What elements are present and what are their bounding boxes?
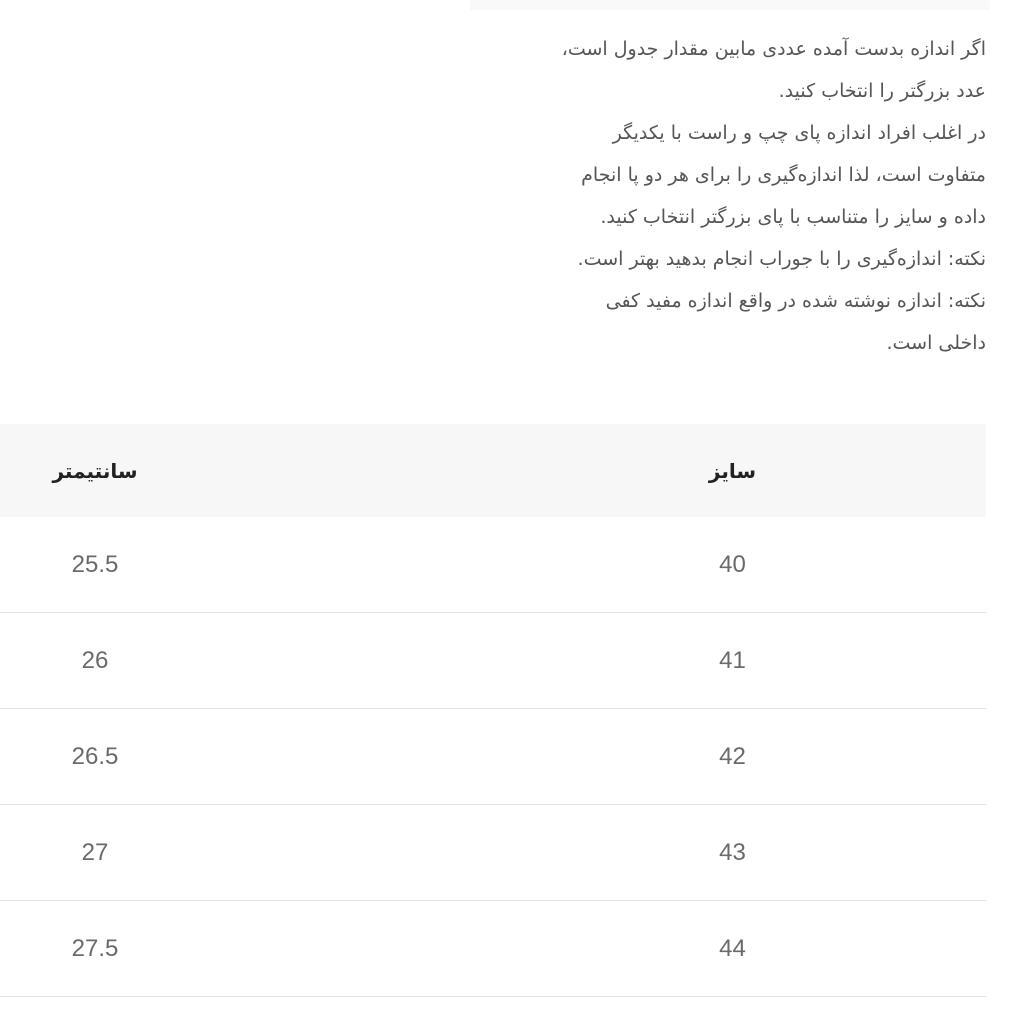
table-row: [0, 517, 986, 613]
cm-cell: 26.5: [0, 709, 493, 805]
cm-cell: 25.5: [0, 517, 493, 613]
table-row: [0, 901, 986, 997]
cm-cell: 26: [0, 613, 493, 709]
size-cell: 42: [493, 709, 986, 805]
size-cell: 43: [493, 805, 986, 901]
size-guide-notes: [386, 28, 986, 364]
table-row: [0, 709, 986, 805]
cm-cell: 27.5: [0, 901, 493, 997]
cm-cell: 27: [0, 805, 493, 901]
note-line: اگر اندازه بدست آمده عددی مابین مقدار جدول است،: [561, 38, 986, 60]
note-line: داخلی است.: [886, 332, 986, 354]
note-line: نکته: اندازه نوشته شده در واقع اندازه مفید کفی: [605, 290, 986, 312]
table-row: [0, 613, 986, 709]
note-line: داده و سایز را متناسب با پای بزرگتر انتخاب کنید.: [600, 206, 986, 228]
size-cell: 44: [493, 901, 986, 997]
note-line: متفاوت است، لذا اندازه‌گیری را برای هر دو پا انجام: [581, 164, 986, 186]
top-strip: [470, 0, 990, 10]
size-column-header: سایز: [493, 424, 986, 517]
note-line: در اغلب افراد اندازه پای چپ و راست با یکدیگر: [612, 122, 986, 144]
size-cell: 41: [493, 613, 986, 709]
table-header-row: [0, 424, 986, 517]
size-table: [0, 424, 986, 997]
note-line: نکته: اندازه‌گیری را با جوراب انجام بدهید بهتر است.: [577, 248, 986, 270]
note-line: عدد بزرگتر را انتخاب کنید.: [778, 80, 986, 102]
cm-column-header: سانتیمتر: [0, 424, 493, 517]
table-row: [0, 805, 986, 901]
size-cell: 40: [493, 517, 986, 613]
